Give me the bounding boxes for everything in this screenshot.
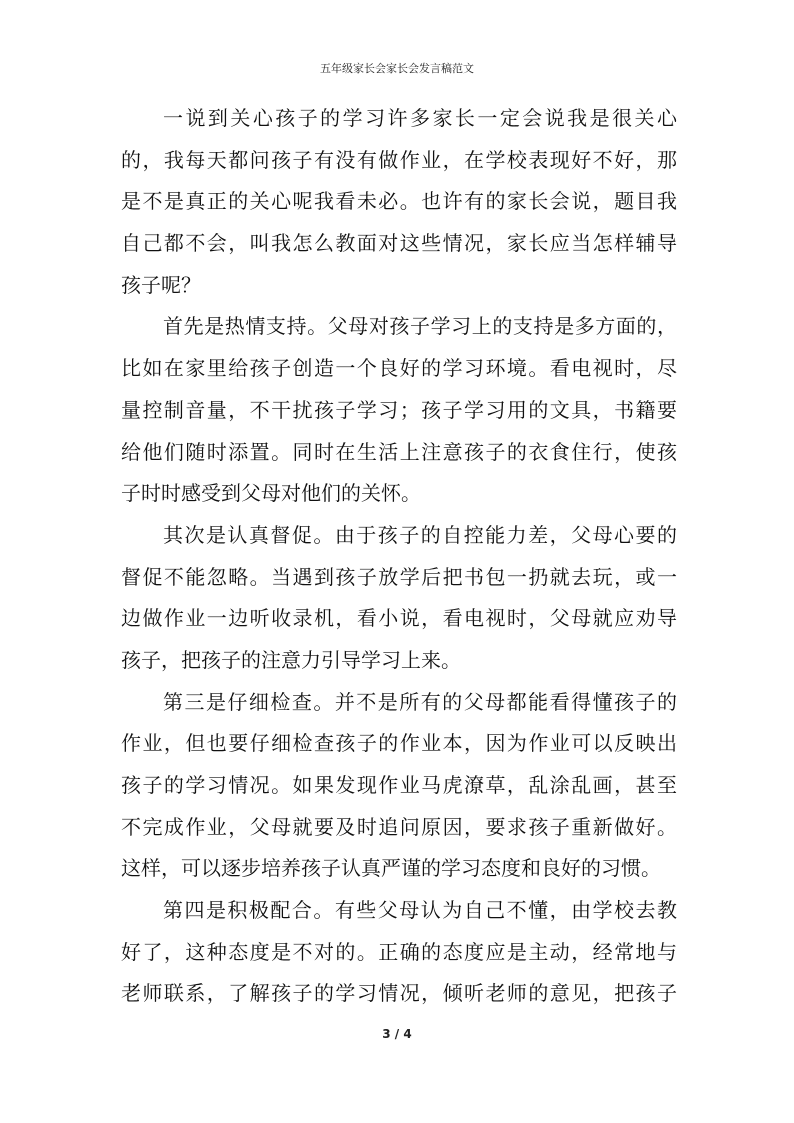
text-line: 边做作业一边听收录机，看小说，看电视时，父母就应劝导 xyxy=(121,606,677,631)
text-line: 子时时感受到父母对他们的关怀。 xyxy=(121,481,421,506)
text-line: 孩子的学习情况。如果发现作业马虎潦草，乱涂乱画，甚至 xyxy=(121,773,677,797)
page-header: 五年级家长会家长会发言稿范文 xyxy=(320,62,474,75)
text-line: 给他们随时添置。同时在生活上注意孩子的衣食住行，使孩 xyxy=(121,439,677,464)
text-line: 孩子呢？ xyxy=(121,272,201,297)
document-body xyxy=(121,98,677,1015)
text-line: 量控制音量，不干扰孩子学习；孩子学习用的文具，书籍要 xyxy=(121,397,677,422)
page-number: 3 / 4 xyxy=(382,1027,412,1041)
text-line: 不完成作业，父母就要及时追问原因，要求孩子重新做好。 xyxy=(121,814,677,839)
text-line: 作业，但也要仔细检查孩子的作业本，因为作业可以反映出 xyxy=(121,731,677,756)
text-line: 是不是真正的关心呢我看未必。也许有的家长会说，题目我 xyxy=(121,189,677,214)
text-line: 这样，可以逐步培养孩子认真严谨的学习态度和良好的习惯。 xyxy=(121,856,661,881)
text-line: 孩子，把孩子的注意力引导学习上来。 xyxy=(121,647,461,672)
text-line: 其次是认真督促。由于孩子的自控能力差，父母心要的 xyxy=(163,522,677,547)
text-line: 比如在家里给孩子创造一个良好的学习环境。看电视时，尽 xyxy=(121,356,677,381)
text-line: 好了，这种态度是不对的。正确的态度应是主动，经常地与 xyxy=(121,939,677,964)
text-line: 首先是热情支持。父母对孩子学习上的支持是多方面的， xyxy=(163,314,677,339)
text-line: 第四是积极配合。有些父母认为自己不懂，由学校去教 xyxy=(163,898,677,923)
text-line: 第三是仔细检查。并不是所有的父母都能看得懂孩子的 xyxy=(163,689,677,714)
text-line: 督促不能忽略。当遇到孩子放学后把书包一扔就去玩，或一 xyxy=(121,564,677,589)
text-line: 自己都不会，叫我怎么教面对这些情况，家长应当怎样辅导 xyxy=(121,231,677,256)
text-line: 一说到关心孩子的学习许多家长一定会说我是很关心 xyxy=(163,106,677,130)
text-line: 的，我每天都问孩子有没有做作业，在学校表现好不好，那 xyxy=(121,147,677,172)
text-line: 老师联系，了解孩子的学习情况，倾听老师的意见，把孩子 xyxy=(121,981,677,1006)
